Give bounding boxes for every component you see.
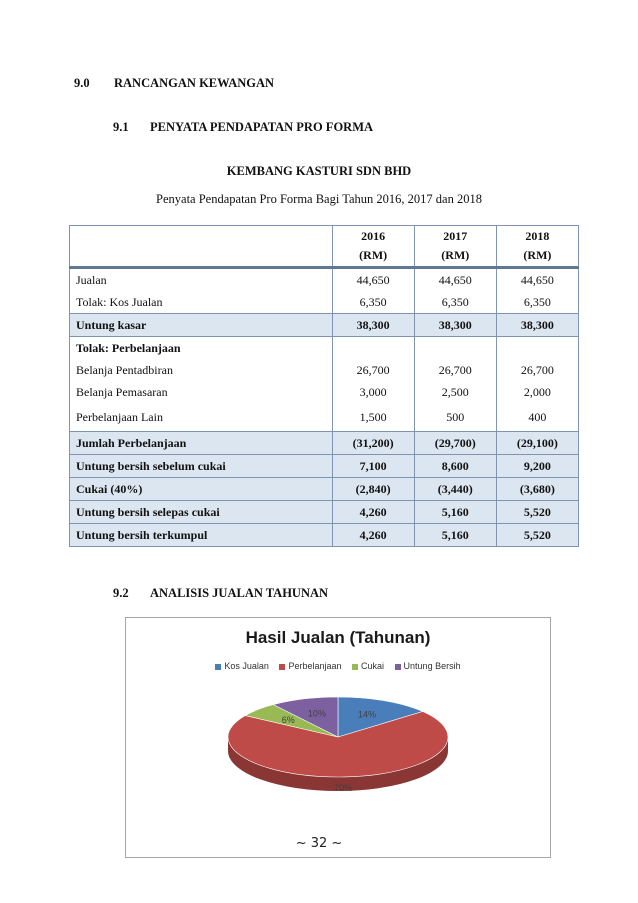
row-label: Untung bersih selepas cukai	[70, 501, 333, 524]
table-row	[70, 501, 579, 524]
company-name: KEMBANG KASTURI SDN BHD	[226, 164, 412, 178]
row-value: 26,700	[414, 359, 496, 381]
row-value: 44,650	[332, 268, 414, 292]
row-value: 5,520	[496, 501, 578, 524]
header-empty-cell	[70, 226, 333, 268]
row-value: 38,300	[414, 314, 496, 337]
row-value: 5,160	[414, 501, 496, 524]
row-label: Untung bersih sebelum cukai	[70, 455, 333, 478]
row-value: 3,000	[332, 381, 414, 403]
row-value: 6,350	[496, 291, 578, 314]
section-title: RANCANGAN KEWANGAN	[114, 76, 275, 90]
row-label: Belanja Pentadbiran	[70, 359, 333, 381]
income-statement-table	[69, 225, 579, 547]
chart-title: Hasil Jualan (Tahunan)	[245, 628, 431, 647]
table-row	[70, 268, 579, 292]
row-value: 1,500	[332, 403, 414, 432]
row-value: 5,520	[496, 524, 578, 547]
subsection-number: 9.1	[113, 120, 129, 134]
pie-data-label: 6%	[281, 715, 295, 726]
subsection-title: PENYATA PENDAPATAN PRO FORMA	[150, 120, 374, 134]
row-value	[332, 337, 414, 360]
legend-label: Cukai	[361, 661, 385, 671]
row-value: 5,160	[414, 524, 496, 547]
section-number: 9.0	[74, 76, 90, 90]
table-row	[70, 455, 579, 478]
statement-subtitle: Penyata Pendapatan Pro Forma Bagi Tahun 2016, 2017 dan 2018	[156, 192, 482, 206]
row-value: (3,680)	[496, 478, 578, 501]
header-year-2017: 2017 (RM)	[414, 226, 496, 268]
table-row	[70, 314, 579, 337]
table-row	[70, 432, 579, 455]
table-row	[70, 524, 579, 547]
row-label: Perbelanjaan Lain	[70, 403, 333, 432]
row-label: Jualan	[70, 268, 333, 292]
legend-label: Untung Bersih	[403, 661, 461, 671]
row-value: 38,300	[496, 314, 578, 337]
row-value: 400	[496, 403, 578, 432]
row-value: (2,840)	[332, 478, 414, 501]
subsection-number: 9.2	[113, 586, 129, 600]
row-value: 44,650	[414, 268, 496, 292]
row-value: 9,200	[496, 455, 578, 478]
table-header-row	[70, 226, 579, 268]
pie-data-label: 10%	[307, 708, 326, 719]
row-value: 7,100	[332, 455, 414, 478]
subsection-heading-9-2	[113, 586, 328, 601]
table-row	[70, 337, 579, 360]
row-value: 8,600	[414, 455, 496, 478]
row-label: Untung bersih terkumpul	[70, 524, 333, 547]
table-row	[70, 359, 579, 381]
row-value: 500	[414, 403, 496, 432]
pie-chart-container	[125, 617, 551, 858]
section-heading	[74, 76, 274, 91]
page-number: ~ 32 ~	[295, 836, 343, 851]
table-row	[70, 478, 579, 501]
row-value: 2,500	[414, 381, 496, 403]
row-label: Tolak: Kos Jualan	[70, 291, 333, 314]
row-value	[496, 337, 578, 360]
row-label: Cukai (40%)	[70, 478, 333, 501]
row-value: 6,350	[414, 291, 496, 314]
row-value: 4,260	[332, 501, 414, 524]
table-row	[70, 291, 579, 314]
row-value: 26,700	[496, 359, 578, 381]
row-value: 6,350	[332, 291, 414, 314]
row-label: Jumlah Perbelanjaan	[70, 432, 333, 455]
table-row	[70, 403, 579, 432]
pie-data-label: 14%	[358, 709, 377, 720]
row-value: (29,100)	[496, 432, 578, 455]
row-value: 44,650	[496, 268, 578, 292]
row-label: Tolak: Perbelanjaan	[70, 337, 333, 360]
row-value: 4,260	[332, 524, 414, 547]
subsection-heading-9-1	[113, 120, 373, 135]
row-label: Untung kasar	[70, 314, 333, 337]
legend-label: Perbelanjaan	[288, 661, 342, 671]
row-value: (31,200)	[332, 432, 414, 455]
pie-data-label: 70%	[334, 782, 353, 793]
row-value: (3,440)	[414, 478, 496, 501]
row-value: 38,300	[332, 314, 414, 337]
row-value: 26,700	[332, 359, 414, 381]
row-value: 2,000	[496, 381, 578, 403]
row-value	[414, 337, 496, 360]
header-year-2018: 2018 (RM)	[496, 226, 578, 268]
legend-label: Kos Jualan	[224, 661, 269, 671]
row-label: Belanja Pemasaran	[70, 381, 333, 403]
table-row	[70, 381, 579, 403]
row-value: (29,700)	[414, 432, 496, 455]
subsection-title: ANALISIS JUALAN TAHUNAN	[150, 586, 329, 600]
pie-chart	[126, 618, 550, 857]
header-year-2016: 2016 (RM)	[332, 226, 414, 268]
